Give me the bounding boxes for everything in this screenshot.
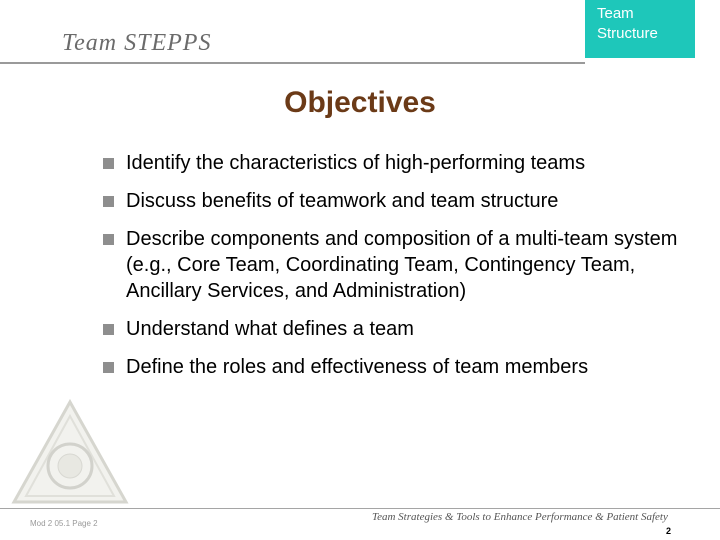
square-bullet-icon [103, 196, 114, 207]
bullet-text: Define the roles and effectiveness of team members [126, 356, 589, 378]
bullet-text: Understand what defines a team [126, 318, 414, 340]
header-divider [0, 62, 585, 64]
square-bullet-icon [103, 158, 114, 169]
square-bullet-icon [103, 362, 114, 373]
bullet-text: Discuss benefits of teamwork and team structure [126, 190, 559, 212]
page-number: 2 [666, 526, 672, 536]
list-item [103, 354, 693, 380]
list-item [103, 316, 693, 342]
list-item [103, 226, 693, 304]
bullet-text: Identify the characteristics of high-performing teams [126, 152, 586, 174]
module-tab-line1: Team [597, 5, 634, 22]
module-tab [585, 0, 695, 58]
teamstepps-logo: Team STEPPS [62, 30, 212, 56]
teamstepps-triangle-watermark-icon [10, 398, 130, 506]
bullet-text: Describe components and composition of a multi-team system (e.g., Core Team, Coordinating Team, Contingency Team, Ancillary Services, and Administration) [126, 228, 678, 302]
slide-title: Objectives [284, 86, 436, 119]
footer-tagline: Team Strategies & Tools to Enhance Performance & Patient Safety [372, 511, 668, 523]
square-bullet-icon [103, 324, 114, 335]
list-item [103, 150, 693, 176]
module-tab-line2: Structure [597, 25, 658, 42]
objectives-list [103, 150, 693, 392]
footer-module-page: Mod 2 05.1 Page 2 [30, 519, 98, 528]
list-item [103, 188, 693, 214]
square-bullet-icon [103, 234, 114, 245]
footer-divider [0, 508, 720, 509]
